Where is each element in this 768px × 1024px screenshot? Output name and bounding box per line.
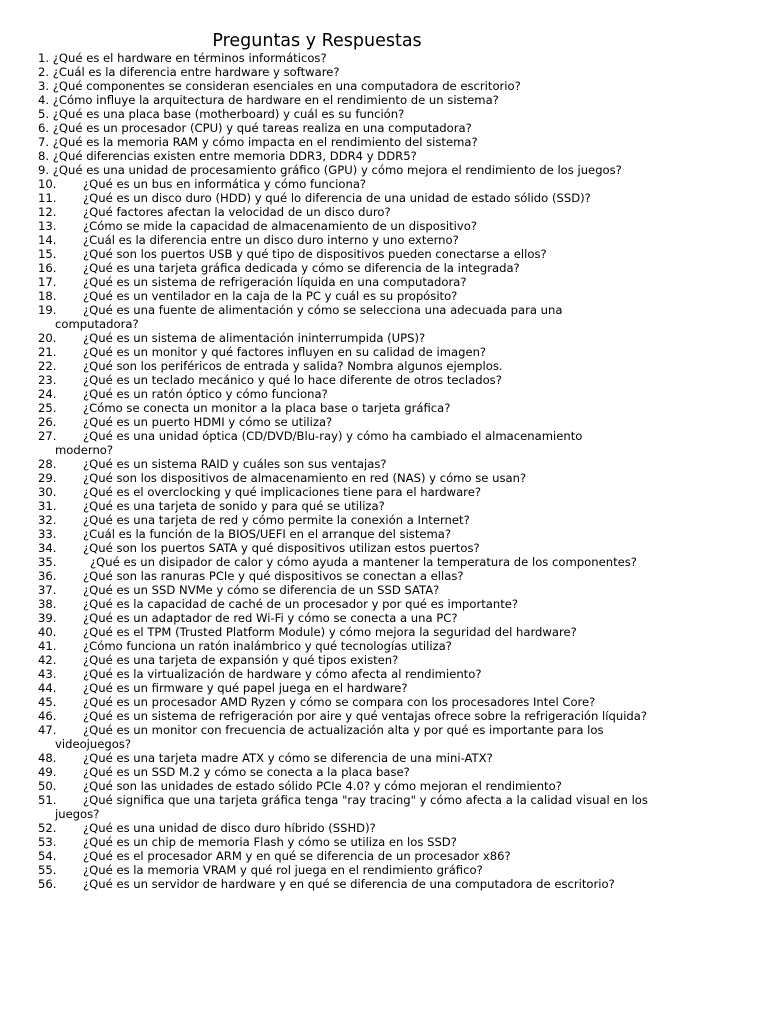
question-text: ¿Cómo se conecta un monitor a la placa base o tarjeta gráfica? bbox=[83, 401, 451, 415]
question-text: ¿Qué es un sistema de refrigeración líquida en una computadora? bbox=[83, 275, 467, 289]
question-text: ¿Qué es una tarjeta gráfica dedicada y cómo se diferencia de la integrada? bbox=[83, 261, 520, 275]
question-text: ¿Cuál es la diferencia entre hardware y software? bbox=[52, 65, 340, 79]
question-text-continuation: videojuegos? bbox=[55, 737, 132, 751]
question-text: ¿Qué es una unidad de procesamiento gráfico (GPU) y cómo mejora el rendimiento de los juegos? bbox=[52, 163, 622, 177]
question-number: 33. bbox=[38, 527, 57, 541]
question-item bbox=[38, 303, 756, 331]
question-item bbox=[38, 849, 756, 863]
question-text: ¿Qué es un SSD NVMe y cómo se diferencia de un SSD SATA? bbox=[83, 583, 440, 597]
question-item bbox=[38, 51, 756, 65]
question-number: 18. bbox=[38, 289, 57, 303]
question-number: 31. bbox=[38, 499, 57, 513]
question-text-continuation: juegos? bbox=[55, 807, 100, 821]
question-item bbox=[38, 513, 756, 527]
question-text: ¿Qué es la memoria VRAM y qué rol juega en el rendimiento gráfico? bbox=[83, 863, 483, 877]
question-item bbox=[38, 457, 756, 471]
question-item bbox=[38, 597, 756, 611]
question-number: 34. bbox=[38, 541, 57, 555]
question-item bbox=[38, 611, 756, 625]
question-number: 12. bbox=[38, 205, 57, 219]
question-text: ¿Qué es un servidor de hardware y en qué se diferencia de una computadora de escritorio? bbox=[83, 877, 615, 891]
question-number: 27. bbox=[38, 429, 57, 443]
question-number: 36. bbox=[38, 569, 57, 583]
question-number: 23. bbox=[38, 373, 57, 387]
question-item bbox=[38, 709, 756, 723]
question-number: 56. bbox=[38, 877, 57, 891]
question-item bbox=[38, 121, 756, 135]
question-item bbox=[38, 555, 756, 569]
question-item bbox=[38, 331, 756, 345]
question-text: ¿Qué es la virtualización de hardware y cómo afecta al rendimiento? bbox=[83, 667, 482, 681]
question-text: ¿Qué es una fuente de alimentación y cómo se selecciona una adecuada para una bbox=[83, 303, 563, 317]
question-text-continuation: computadora? bbox=[55, 317, 139, 331]
question-number: 41. bbox=[38, 639, 57, 653]
question-item bbox=[38, 135, 756, 149]
question-item bbox=[38, 639, 756, 653]
question-text-continuation: moderno? bbox=[55, 443, 114, 457]
question-item bbox=[38, 793, 756, 821]
question-number: 45. bbox=[38, 695, 57, 709]
question-item bbox=[38, 471, 756, 485]
question-item bbox=[38, 835, 756, 849]
question-text: ¿Qué son los puertos USB y qué tipo de dispositivos pueden conectarse a ellos? bbox=[83, 247, 547, 261]
question-text: ¿Qué es una tarjeta de red y cómo permite la conexión a Internet? bbox=[83, 513, 470, 527]
question-item bbox=[38, 149, 756, 163]
question-number: 50. bbox=[38, 779, 57, 793]
question-text: ¿Qué son las unidades de estado sólido PCIe 4.0? y cómo mejoran el rendimiento? bbox=[83, 779, 562, 793]
question-number: 25. bbox=[38, 401, 57, 415]
question-text: ¿Qué es el procesador ARM y en qué se diferencia de un procesador x86? bbox=[83, 849, 511, 863]
question-number: 48. bbox=[38, 751, 57, 765]
question-item bbox=[38, 247, 756, 261]
question-text: ¿Cómo se mide la capacidad de almacenamiento de un dispositivo? bbox=[83, 219, 477, 233]
question-item bbox=[38, 541, 756, 555]
question-number: 29. bbox=[38, 471, 57, 485]
question-text: ¿Qué es un sistema RAID y cuáles son sus ventajas? bbox=[83, 457, 387, 471]
question-number: 2. bbox=[38, 65, 50, 79]
document-title: Preguntas y Respuestas bbox=[212, 31, 422, 51]
question-item bbox=[38, 275, 756, 289]
question-number: 4. bbox=[38, 93, 50, 107]
question-item bbox=[38, 751, 756, 765]
question-text: ¿Qué es un bus en informática y cómo funciona? bbox=[83, 177, 367, 191]
question-number: 47. bbox=[38, 723, 57, 737]
question-number: 19. bbox=[38, 303, 57, 317]
question-number: 42. bbox=[38, 653, 57, 667]
question-item bbox=[38, 485, 756, 499]
question-number: 40. bbox=[38, 625, 57, 639]
question-item bbox=[38, 401, 756, 415]
question-text: ¿Qué es un disco duro (HDD) y qué lo diferencia de una unidad de estado sólido (SSD)? bbox=[83, 191, 591, 205]
question-number: 14. bbox=[38, 233, 57, 247]
question-item bbox=[38, 653, 756, 667]
question-item bbox=[38, 107, 756, 121]
question-text: ¿Qué factores afectan la velocidad de un disco duro? bbox=[83, 205, 391, 219]
question-number: 46. bbox=[38, 709, 57, 723]
question-number: 54. bbox=[38, 849, 57, 863]
question-item bbox=[38, 163, 756, 177]
question-number: 3. bbox=[38, 79, 50, 93]
question-number: 26. bbox=[38, 415, 57, 429]
question-number: 52. bbox=[38, 821, 57, 835]
question-item bbox=[38, 345, 756, 359]
question-item bbox=[38, 667, 756, 681]
question-number: 5. bbox=[38, 107, 50, 121]
question-text: ¿Qué es el overclocking y qué implicaciones tiene para el hardware? bbox=[83, 485, 481, 499]
question-item bbox=[38, 359, 756, 373]
question-text: ¿Qué es un ratón óptico y cómo funciona? bbox=[83, 387, 328, 401]
question-item bbox=[38, 205, 756, 219]
question-text: ¿Qué es la capacidad de caché de un procesador y por qué es importante? bbox=[83, 597, 519, 611]
question-number: 16. bbox=[38, 261, 57, 275]
question-number: 7. bbox=[38, 135, 50, 149]
question-number: 8. bbox=[38, 149, 50, 163]
question-text: ¿Qué es un procesador (CPU) y qué tareas realiza en una computadora? bbox=[52, 121, 472, 135]
question-text: ¿Qué es una placa base (motherboard) y cuál es su función? bbox=[52, 107, 405, 121]
question-text: ¿Qué es la memoria RAM y cómo impacta en el rendimiento del sistema? bbox=[52, 135, 478, 149]
question-text: ¿Qué componentes se consideran esenciales en una computadora de escritorio? bbox=[52, 79, 521, 93]
question-text: ¿Qué es un sistema de refrigeración por aire y qué ventajas ofrece sobre la refrigeración líquida? bbox=[83, 709, 648, 723]
question-item bbox=[38, 499, 756, 513]
question-text: ¿Qué es un sistema de alimentación ininterrumpida (UPS)? bbox=[83, 331, 426, 345]
question-number: 53. bbox=[38, 835, 57, 849]
question-number: 44. bbox=[38, 681, 57, 695]
question-number: 38. bbox=[38, 597, 57, 611]
question-item bbox=[38, 79, 756, 93]
question-text: ¿Qué es el hardware en términos informáticos? bbox=[52, 51, 327, 65]
question-item bbox=[38, 583, 756, 597]
question-text: ¿Qué es un teclado mecánico y qué lo hace diferente de otros teclados? bbox=[83, 373, 502, 387]
question-item bbox=[38, 65, 756, 79]
question-text: ¿Qué es un ventilador en la caja de la PC y cuál es su propósito? bbox=[83, 289, 458, 303]
question-item bbox=[38, 373, 756, 387]
question-text: ¿Qué es un puerto HDMI y cómo se utiliza? bbox=[83, 415, 333, 429]
question-item bbox=[38, 233, 756, 247]
question-number: 39. bbox=[38, 611, 57, 625]
question-item bbox=[38, 877, 756, 891]
question-list bbox=[38, 51, 756, 891]
question-item bbox=[38, 415, 756, 429]
question-number: 28. bbox=[38, 457, 57, 471]
question-text: ¿Qué es un monitor con frecuencia de actualización alta y por qué es importante para los bbox=[83, 723, 604, 737]
question-item bbox=[38, 569, 756, 583]
question-number: 49. bbox=[38, 765, 57, 779]
question-item bbox=[38, 765, 756, 779]
question-item bbox=[38, 695, 756, 709]
question-item bbox=[38, 191, 756, 205]
question-number: 21. bbox=[38, 345, 57, 359]
question-item bbox=[38, 387, 756, 401]
question-number: 55. bbox=[38, 863, 57, 877]
question-number: 37. bbox=[38, 583, 57, 597]
question-item bbox=[38, 93, 756, 107]
question-text: ¿Qué es un adaptador de red Wi-Fi y cómo se conecta a una PC? bbox=[83, 611, 458, 625]
question-item bbox=[38, 863, 756, 877]
question-number: 30. bbox=[38, 485, 57, 499]
question-text: ¿Qué es una unidad óptica (CD/DVD/Blu-ray) y cómo ha cambiado el almacenamiento bbox=[83, 429, 583, 443]
question-item bbox=[38, 177, 756, 191]
question-text: ¿Qué es un procesador AMD Ryzen y cómo se compara con los procesadores Intel Core? bbox=[83, 695, 596, 709]
question-text: ¿Qué es una tarjeta de sonido y para qué se utiliza? bbox=[83, 499, 385, 513]
question-text: ¿Qué significa que una tarjeta gráfica tenga "ray tracing" y cómo afecta a la calidad visual en los bbox=[83, 793, 648, 807]
question-number: 10. bbox=[38, 177, 57, 191]
question-number: 6. bbox=[38, 121, 50, 135]
question-number: 9. bbox=[38, 163, 50, 177]
question-number: 22. bbox=[38, 359, 57, 373]
question-number: 15. bbox=[38, 247, 57, 261]
question-text: ¿Qué diferencias existen entre memoria DDR3, DDR4 y DDR5? bbox=[52, 149, 417, 163]
question-text: ¿Qué es una tarjeta madre ATX y cómo se diferencia de una mini-ATX? bbox=[83, 751, 493, 765]
question-item bbox=[38, 821, 756, 835]
question-item bbox=[38, 289, 756, 303]
question-number: 17. bbox=[38, 275, 57, 289]
question-item bbox=[38, 625, 756, 639]
question-number: 20. bbox=[38, 331, 57, 345]
question-number: 51. bbox=[38, 793, 57, 807]
question-number: 43. bbox=[38, 667, 57, 681]
question-number: 35. bbox=[38, 555, 57, 569]
question-text: ¿Qué son los dispositivos de almacenamiento en red (NAS) y cómo se usan? bbox=[83, 471, 527, 485]
question-text: ¿Qué es un monitor y qué factores influyen en su calidad de imagen? bbox=[83, 345, 487, 359]
question-number: 24. bbox=[38, 387, 57, 401]
question-text: ¿Qué son los periféricos de entrada y salida? Nombra algunos ejemplos. bbox=[83, 359, 503, 373]
question-item bbox=[38, 219, 756, 233]
question-text: ¿Qué es un SSD M.2 y cómo se conecta a la placa base? bbox=[83, 765, 410, 779]
question-item bbox=[38, 681, 756, 695]
question-item bbox=[38, 723, 756, 751]
question-number: 1. bbox=[38, 51, 50, 65]
question-text: ¿Qué es un firmware y qué papel juega en el hardware? bbox=[83, 681, 408, 695]
question-text: ¿Qué son las ranuras PCIe y qué dispositivos se conectan a ellas? bbox=[83, 569, 464, 583]
question-text: ¿Qué es un chip de memoria Flash y cómo se utiliza en los SSD? bbox=[83, 835, 457, 849]
question-text: ¿Cuál es la diferencia entre un disco duro interno y uno externo? bbox=[83, 233, 459, 247]
question-text: ¿Cómo influye la arquitectura de hardware en el rendimiento de un sistema? bbox=[52, 93, 499, 107]
question-text: ¿Qué es una tarjeta de expansión y qué tipos existen? bbox=[83, 653, 399, 667]
question-item bbox=[38, 261, 756, 275]
question-text: ¿Qué son los puertos SATA y qué dispositivos utilizan estos puertos? bbox=[83, 541, 480, 555]
question-number: 13. bbox=[38, 219, 57, 233]
question-item bbox=[38, 779, 756, 793]
question-text: ¿Qué es una unidad de disco duro híbrido (SSHD)? bbox=[83, 821, 376, 835]
question-text: ¿Qué es un disipador de calor y cómo ayuda a mantener la temperatura de los componentes? bbox=[90, 555, 637, 569]
question-item bbox=[38, 527, 756, 541]
question-number: 32. bbox=[38, 513, 57, 527]
question-number: 11. bbox=[38, 191, 57, 205]
question-text: ¿Cómo funciona un ratón inalámbrico y qué tecnologías utiliza? bbox=[83, 639, 452, 653]
question-item bbox=[38, 429, 756, 457]
question-text: ¿Qué es el TPM (Trusted Platform Module) y cómo mejora la seguridad del hardware? bbox=[83, 625, 577, 639]
question-text: ¿Cuál es la función de la BIOS/UEFI en el arranque del sistema? bbox=[83, 527, 452, 541]
